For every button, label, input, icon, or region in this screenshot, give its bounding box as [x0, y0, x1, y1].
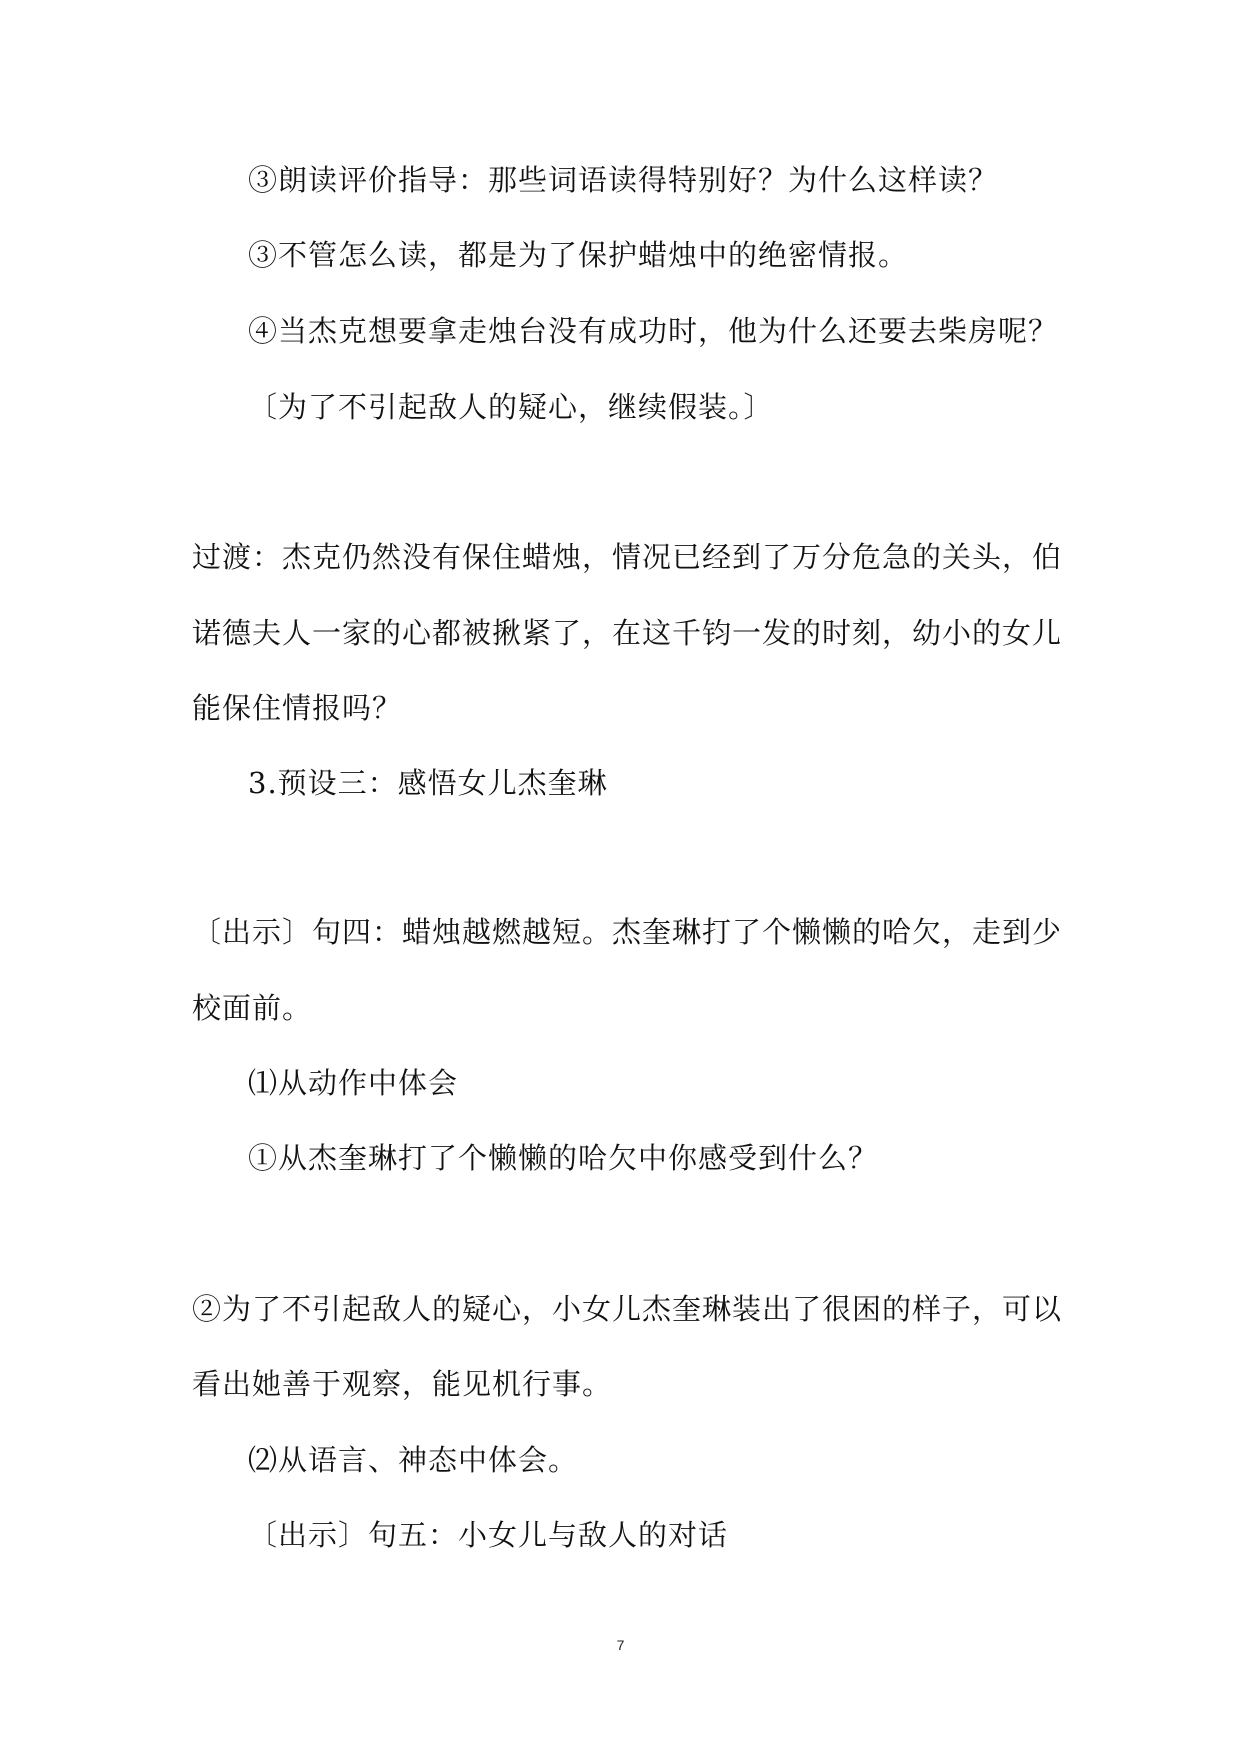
text-line: 校面前。 [192, 991, 313, 1025]
text-line: 〔出示〕句五：小女儿与敌人的对话 [248, 1518, 729, 1552]
text-line: ④当杰克想要拿走烛台没有成功时，他为什么还要去柴房呢？ [248, 314, 1059, 348]
text-line: 〔为了不引起敌人的疑心，继续假装。〕 [248, 390, 774, 424]
text-line: 诺德夫人一家的心都被揪紧了，在这千钧一发的时刻，幼小的女儿 [192, 616, 1063, 650]
page-number: 7 [616, 1637, 625, 1653]
text-line: ①从杰奎琳打了个懒懒的哈欠中你感受到什么？ [248, 1141, 879, 1175]
text-line: ⑵从语言、神态中体会。 [248, 1443, 579, 1477]
text-line: ⑴从动作中体会 [248, 1066, 459, 1100]
text-line: 看出她善于观察，能见机行事。 [192, 1367, 613, 1401]
text-line: 过渡：杰克仍然没有保住蜡烛，情况已经到了万分危急的关头，伯 [192, 540, 1063, 574]
text-line: ②为了不引起敌人的疑心，小女儿杰奎琳装出了很困的样子，可以 [192, 1292, 1063, 1326]
section-heading: 3.预设三：感悟女儿杰奎琳 [248, 766, 608, 800]
text-line: 〔出示〕句四：蜡烛越燃越短。杰奎琳打了个懒懒的哈欠，走到少 [192, 915, 1063, 949]
text-line: 能保住情报吗？ [192, 691, 403, 725]
text-line: ③朗读评价指导：那些词语读得特别好？为什么这样读？ [248, 163, 999, 197]
text-line: ③不管怎么读，都是为了保护蜡烛中的绝密情报。 [248, 238, 909, 272]
